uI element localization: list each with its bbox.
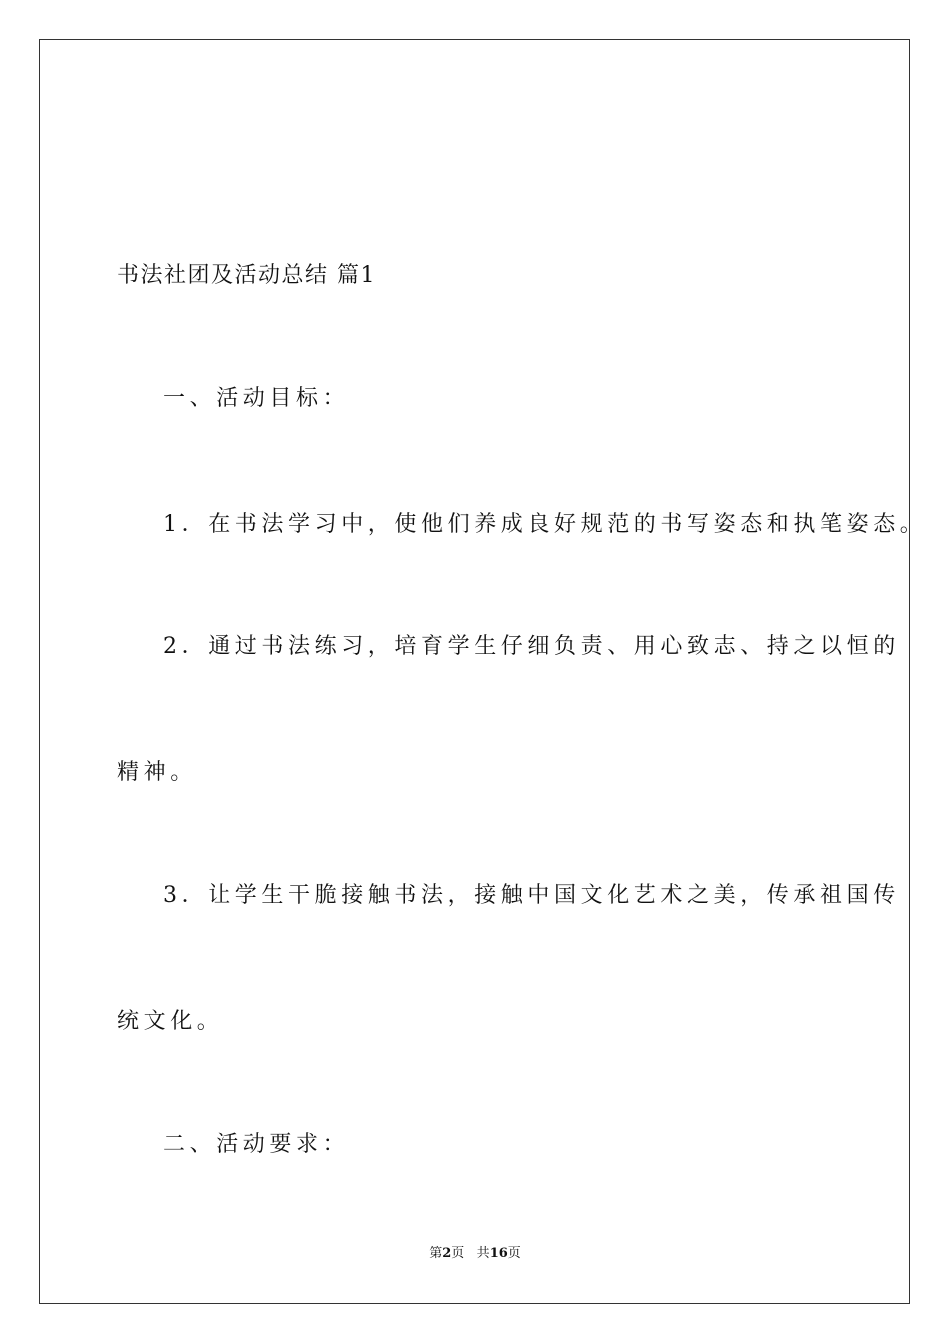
goal-item-2-line-2: 精神。	[117, 760, 197, 785]
page-border	[39, 39, 910, 1304]
footer-page-number: 2	[442, 1246, 452, 1261]
footer-page-prefix: 第	[429, 1246, 443, 1261]
footer-total-prefix: 共	[476, 1246, 490, 1261]
footer-total-pages: 16	[489, 1246, 508, 1261]
goal-item-2-line-1: 2．通过书法练习，培育学生仔细负责、用心致志、持之以恒的	[163, 634, 900, 659]
goal-item-3-line-2: 统文化。	[117, 1009, 224, 1034]
section-heading-goals: 一、活动目标：	[163, 386, 350, 411]
section-heading-requirements: 二、活动要求：	[163, 1132, 350, 1157]
footer-total-suffix: 页	[507, 1246, 521, 1261]
goal-item-3-line-1: 3．让学生干脆接触书法，接触中国文化艺术之美，传承祖国传	[163, 883, 900, 908]
document-title: 书法社团及活动总结 篇1	[117, 263, 376, 288]
page-footer	[0, 1245, 950, 1263]
goal-item-1: 1．在书法学习中，使他们养成良好规范的书写姿态和执笔姿态。	[163, 512, 927, 537]
footer-page-suffix: 页	[451, 1246, 465, 1261]
